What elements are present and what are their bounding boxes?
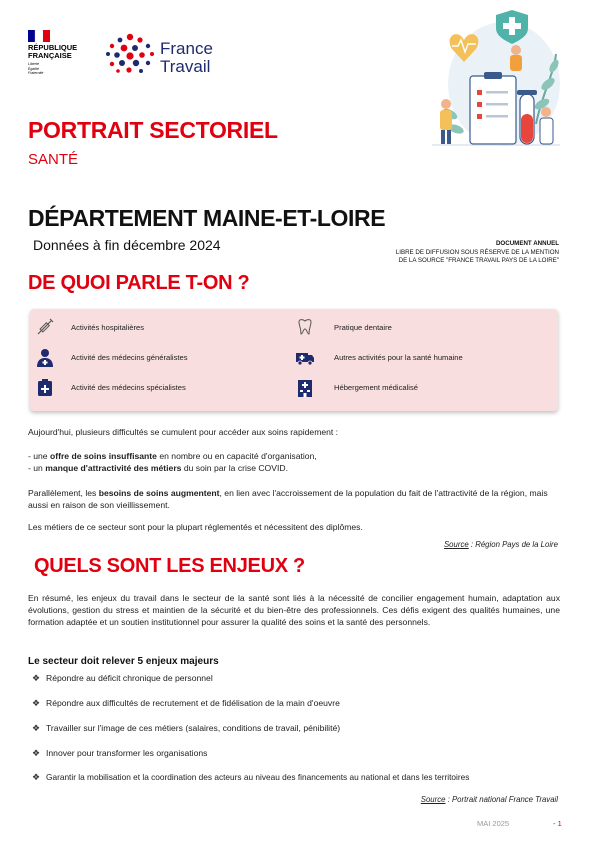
paragraph-metiers: Les métiers de ce secteur sont pour la plupart réglementés et nécessitent des diplômes.	[28, 522, 363, 532]
activity-label: Autres activités pour la santé humaine	[334, 353, 463, 362]
marianne-flag-icon	[28, 30, 50, 42]
republic-motto: Liberté Égalité Fraternité	[28, 62, 44, 76]
republique-francaise-logo-text: RÉPUBLIQUE FRANÇAISE	[28, 43, 78, 60]
document-notice: DOCUMENT ANNUEL LIBRE DE DIFFUSION SOUS RÉSERVE DE LA MENTION DE LA SOURCE "FRANCE TRAVAIL PAYS DE LA LOIRE"	[395, 240, 559, 264]
page-number: - 1	[553, 819, 562, 828]
enjeu-item: ❖ Répondre au déficit chronique de personnel	[32, 673, 213, 683]
activities-box	[30, 309, 558, 411]
hospital-building-icon	[295, 377, 315, 397]
syringe-icon	[35, 317, 55, 337]
bullet-attractivite: - un manque d'attractivité des métiers du soin par la crise COVID.	[28, 463, 288, 473]
intro-paragraph: Aujourd'hui, plusieurs difficultés se cumulent pour accéder aux soins rapidement :	[28, 427, 339, 437]
ambulance-icon	[295, 347, 315, 367]
doctor-icon	[35, 347, 55, 367]
section-heading-enjeux: QUELS SONT LES ENJEUX ?	[34, 555, 305, 577]
enjeux-paragraph: En résumé, les enjeux du travail dans le secteur de la santé sont liés à la nécessité de concilier engagement humain, adaptation aux évolutions, gestion du stress et maintien de la sécurité et du bien-être des professionnels. Ces défis exigent des qualités humaines, une formation adaptée et un soutien institutionnel pour assurer la qualité des soins et la santé des personnels.	[28, 593, 560, 627]
diamond-bullet-icon: ❖	[32, 723, 41, 733]
diamond-bullet-icon: ❖	[32, 673, 41, 683]
healthcare-illustration	[432, 4, 562, 156]
source-note: Source : Portrait national France Travail	[420, 795, 558, 804]
france-travail-logo-text: France Travail	[160, 39, 213, 76]
activity-label: Hébergement médicalisé	[334, 383, 418, 392]
section-heading-what: DE QUOI PARLE T-ON ?	[28, 272, 250, 294]
tooth-icon	[295, 317, 315, 337]
france-travail-logo-icon	[104, 32, 156, 76]
diamond-bullet-icon: ❖	[32, 698, 41, 708]
paragraph-besoins: Parallèlement, les besoins de soins augmentent, en lien avec l'accroissement de la population du fait de l'attractivité de la région, mais aussi en raison de son vieillissement.	[28, 488, 548, 510]
activity-label: Activité des médecins spécialistes	[71, 383, 186, 392]
enjeux-subheading: Le secteur doit relever 5 enjeux majeurs	[28, 656, 219, 667]
bullet-offre: - une offre de soins insuffisante en nombre ou en capacité d'organisation,	[28, 451, 317, 461]
enjeu-item: ❖ Travailler sur l'image de ces métiers (salaires, conditions de travail, pénibilité)	[32, 723, 341, 733]
activity-label: Activités hospitalières	[71, 323, 145, 332]
activity-label: Activité des médecins généralistes	[71, 353, 188, 362]
enjeu-item: ❖ Innover pour transformer les organisations	[32, 748, 208, 758]
data-date: Données à fin décembre 2024	[33, 237, 221, 253]
footer-date: MAI 2025	[477, 819, 510, 828]
sector-name: SANTÉ	[28, 151, 79, 168]
medical-kit-icon	[35, 377, 55, 397]
diamond-bullet-icon: ❖	[32, 748, 41, 758]
source-note: Source : Région Pays de la Loire	[443, 540, 558, 549]
department-title: DÉPARTEMENT MAINE-ET-LOIRE	[28, 205, 386, 231]
page-title: PORTRAIT SECTORIEL	[28, 117, 278, 143]
enjeu-item: ❖ Garantir la mobilisation et la coordination des acteurs au niveau des financements au national et dans les territoires	[32, 772, 470, 782]
diamond-bullet-icon: ❖	[32, 772, 41, 782]
enjeu-item: ❖ Répondre aux difficultés de recrutement et de fidélisation de la main d'oeuvre	[32, 698, 340, 708]
activity-label: Pratique dentaire	[334, 323, 392, 332]
